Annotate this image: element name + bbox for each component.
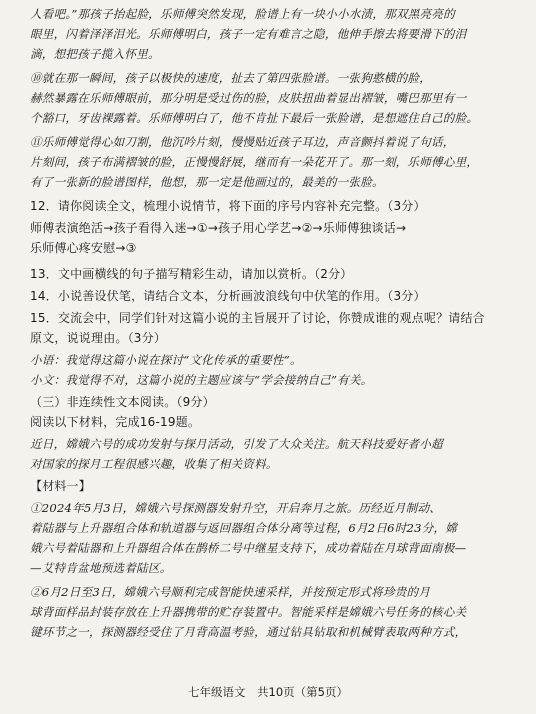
text-line-m1d: —艾特肯盆地预选着陆区。 <box>30 561 172 575</box>
text-line-q12c: 乐师傅心疼安慰→③ <box>30 241 137 255</box>
text-line-p1c: 滴，想把孩子揽入怀里。 <box>30 47 160 61</box>
text-line-m1: 【材料一】 <box>30 479 92 493</box>
text-line-m2b: 球背面样品封装存放在上升器携带的贮存装置中。智能采样是嫦娥六号任务的核心关 <box>30 605 467 619</box>
text-line-p1a: 人看吧。”那孩子抬起脸，乐师傅突然发现，脸谱上有一块小小水渍，那双黑亮亮的 <box>30 7 455 21</box>
text-line-p1b: 眼里，闪着泽泽泪光。乐师傅明白，孩子一定有难言之隐，他伸手擦去将要滑下的泪 <box>30 27 467 41</box>
page-footer: 七年级语文 共10页（第5页） <box>188 685 348 699</box>
text-line-q15c: 小语：我觉得这篇小说在探讨“文化传承的重要性”。 <box>30 353 302 367</box>
text-line-m1a: ①2024年5月3日，嫦娥六号探测器发射升空，开启奔月之旅。历经近月制动、 <box>30 501 442 515</box>
text-line-p10b: 赫然暴露在乐师傅眼前，那分明是受过伤的脸，皮肤扭曲着显出褶皱，嘴巴那里有一 <box>30 91 467 105</box>
text-line-intro1: 近日，嫦娥六号的成功发射与探月活动，引发了大众关注。航天科技爱好者小超 <box>30 437 443 451</box>
text-line-p11b: 片刻间，孩子布满褶皱的脸，正慢慢舒展，继而有一朵花开了。那一刻，乐师傅心里， <box>30 155 479 169</box>
text-line-q12a: 12．请你阅读全文，梳理小说情节，将下面的序号内容补充完整。（3分） <box>30 199 426 213</box>
text-line-q12b: 师傅表演绝活→孩子看得入迷→①→孩子用心学艺→②→乐师傅独谈话→ <box>30 221 407 235</box>
text-line-p10c: 个豁口，牙齿裸露着。乐师傅明白了，他不肯扯下最后一张脸谱，是想遮住自己的脸。 <box>30 111 479 125</box>
text-line-p11c: 有了一张新的脸谱图样，他想，那一定是他画过的，最美的一张脸。 <box>30 175 384 189</box>
text-line-q15b: 原文，说说理由。（3分） <box>30 331 167 345</box>
text-line-q15a: 15．交流会中，同学们针对这篇小说的主旨展开了讨论，你赞成谁的观点呢？请结合 <box>30 311 485 325</box>
text-line-q14: 14．小说善设伏笔，请结合文本，分析画波浪线句中伏笔的作用。（3分） <box>30 289 426 303</box>
text-line-m1b: 着陆器与上升器组合体和轨道器与返回器组合体分离等过程，6月2日6时23分，嫦 <box>30 521 458 535</box>
text-line-m2a: ②6月2日至3日，嫦娥六号顺利完成智能快速采样，并按预定形式将珍贵的月 <box>30 585 431 599</box>
text-line-s3b: 阅读以下材料，完成16-19题。 <box>30 415 201 429</box>
text-line-intro2: 对国家的探月工程很感兴趣，收集了相关资料。 <box>30 457 278 471</box>
text-line-s3: （三）非连续性文本阅读。（9分） <box>30 395 215 409</box>
text-line-q15d: 小文：我觉得不对，这篇小说的主题应该与“学会接纳自己”有关。 <box>30 373 373 387</box>
text-line-m2c: 键环节之一，探测器经受住了月背高温考验，通过钻具钻取和机械臂表取两种方式， <box>30 625 467 639</box>
text-line-p11a: ⑪乐师傅觉得心如刀割，他沉吟片刻，慢慢贴近孩子耳边，声音颤抖着说了句话， <box>30 135 455 149</box>
text-line-m1c: 娥六号着陆器和上升器组合体在鹊桥二号中继星支持下，成功着陆在月球背面南极— <box>30 541 467 555</box>
text-line-p10a: ⑩就在那一瞬间，孩子以极快的速度，扯去了第四张脸谱。一张狗憨横的脸， <box>30 71 431 85</box>
text-line-q13: 13．文中画横线的句子描写精彩生动，请加以赏析。（2分） <box>30 267 353 281</box>
